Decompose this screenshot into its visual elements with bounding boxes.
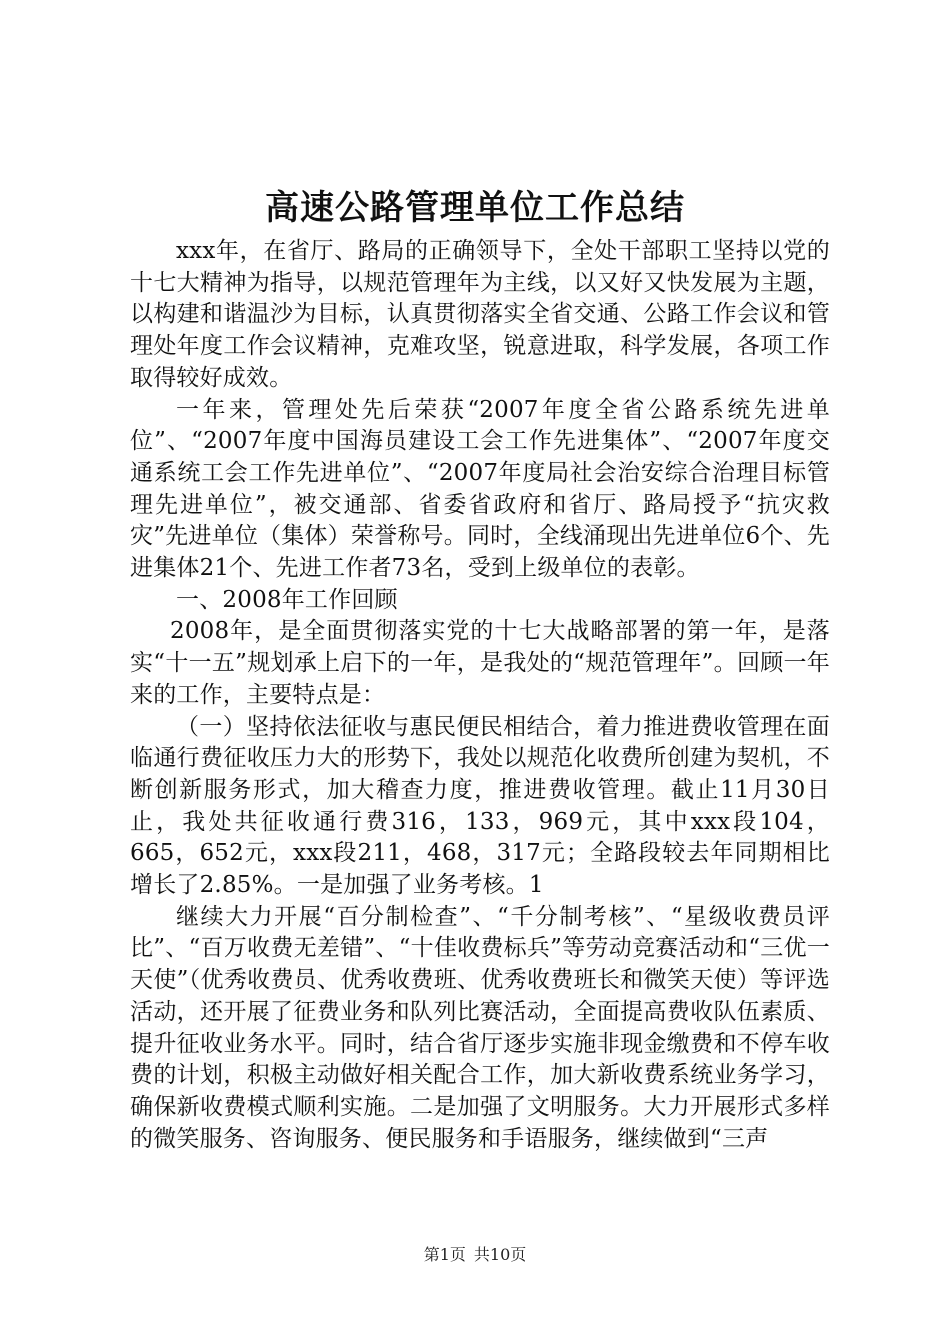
paragraph-fee-collection: （一）坚持依法征收与惠民便民相结合，着力推进费收管理在面临通行费征收压力大的形势下，我处以规范化收费所创建为契机，不断创新服务形式，加大稽查力度，推进费收管理。截止11月30日止，我处共征收通行费316，133，969元，其中xxx段104，665，652元，xxx段211，468，317元；全路段较去年同期相比增长了2.85%。一是加强了业务考核。1 — [130, 713, 830, 899]
section-heading-review: 一、2008年工作回顾 — [176, 586, 398, 613]
document-title: 高速公路管理单位工作总结 — [265, 188, 685, 228]
page-number: 第1页 — [423, 1245, 466, 1264]
paragraph-competitions: 继续大力开展“百分制检查”、“千分制考核”、“星级收费员评比”、“百万收费无差错”、“十佳收费标兵”等劳动竞赛活动和“三优一天使”（优秀收费员、优秀收费班、优秀收费班长和微笑天使）等评选活动，还开展了征费业务和队列比赛活动，全面提高费收队伍素质、提升征收业务水平。同时，结合省厅逐步实施非现金缴费和不停车收费的计划，积极主动做好相关配合工作，加大新收费系统业务学习，确保新收费模式顺利实施。二是加强了文明服务。大力开展形式多样的微笑服务、咨询服务、便民服务和手语服务，继续做到“三声 — [130, 903, 830, 1152]
paragraph-intro: xxx年，在省厅、路局的正确领导下，全处干部职工坚持以党的十七大精神为指导，以规范管理年为主线，以又好又快发展为主题，以构建和谐温沙为目标，认真贯彻落实全省交通、公路工作会议和管理处年度工作会议精神，克难攻坚，锐意进取，科学发展，各项工作取得较好成效。 — [130, 238, 830, 391]
paragraph-honors: 一年来，管理处先后荣获“2007年度全省公路系统先进单位”、“2007年度中国海员建设工会工作先进集体”、“2007年度交通系统工会工作先进单位”、“2007年度局社会治安综合治理目标管理先进单位”，被交通部、省委省政府和省厅、路局授予“抗灾救灾”先进单位（集体）荣誉称号。同时，全线涌现出先进单位6个、先进集体21个、先进工作者73名，受到上级单位的表彰。 — [130, 396, 830, 582]
document-body — [130, 236, 830, 1155]
page-footer — [0, 1243, 950, 1267]
paragraph-2008-overview: 2008年，是全面贯彻落实党的十七大战略部署的第一年，是落实“十一五”规划承上启下的一年，是我处的“规范管理年”。回顾一年来的工作，主要特点是： — [130, 618, 830, 708]
total-pages: 共10页 — [473, 1245, 527, 1264]
